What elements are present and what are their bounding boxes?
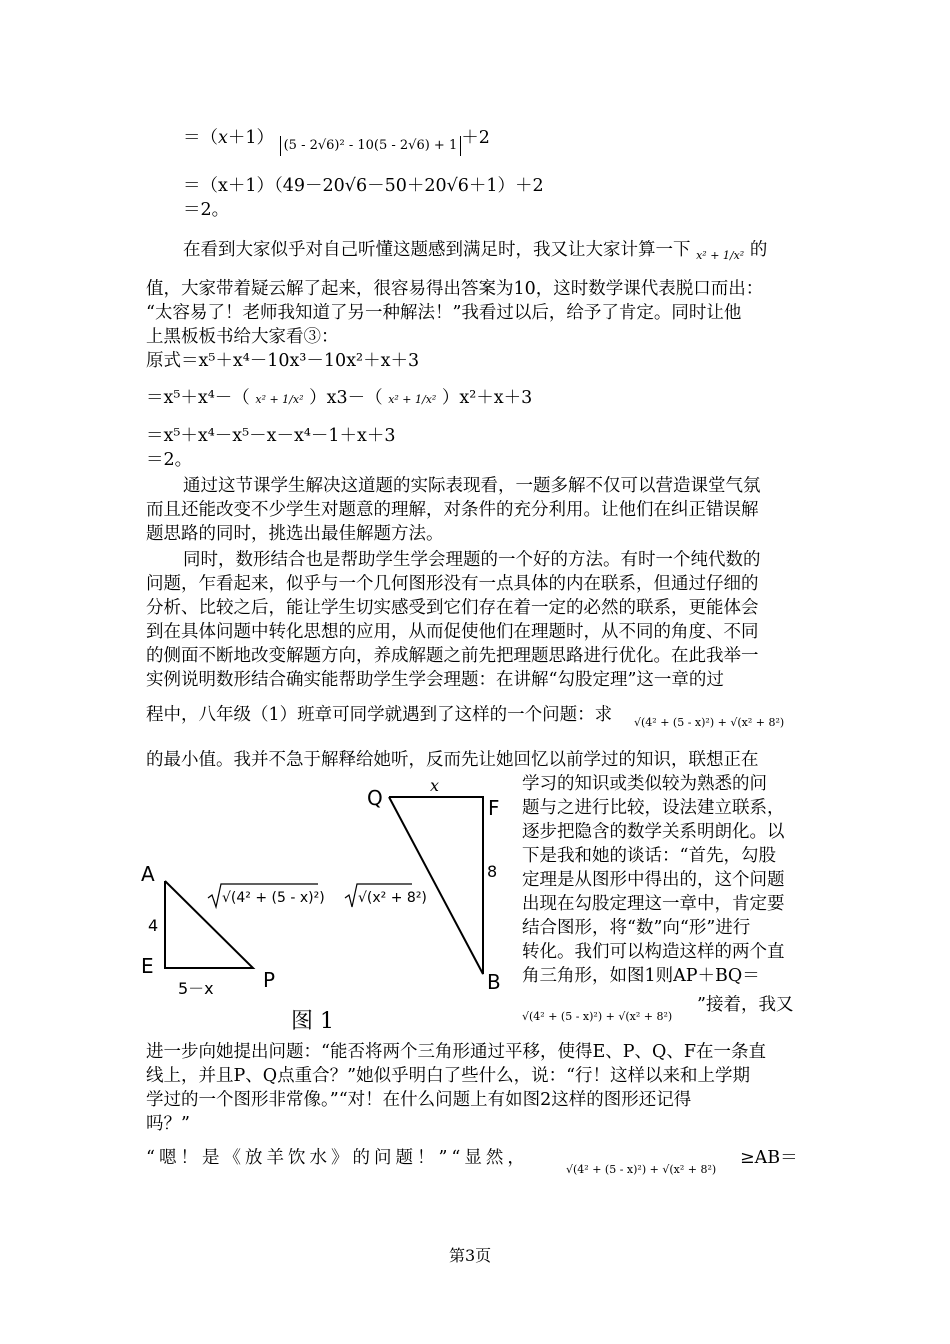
paragraph-3-line-4: 到在具体问题中转化思想的应用，从而促使他们在理题时，从不同的角度、不同 xyxy=(146,622,759,642)
expr-inner-2: x² + 1/x² xyxy=(388,393,437,406)
bracket-expression: (5 - 2√6)² - 10(5 - 2√6) + 1 xyxy=(280,136,462,156)
side-line-1: 学习的知识或类似较为熟悉的问 xyxy=(522,774,767,794)
paragraph-3-line-6: 实例说明数形结合确实能帮助学生学会理题：在讲解“勾股定理”这一章的过 xyxy=(146,670,724,690)
side-line-2: 题与之进行比较，设法建立联系， xyxy=(522,798,785,818)
paragraph-3-line-3: 分析、比较之后，能让学生切实感受到它们存在着一定的必然的联系，更能体会 xyxy=(146,598,759,618)
paragraph-2-line-3: 题思路的同时，挑选出最佳解题方法。 xyxy=(146,524,444,544)
side-line-7: 结合图形，将“数”向“形”进行 xyxy=(522,918,751,938)
paragraph-4-line-4: 吗？” xyxy=(146,1114,190,1134)
paragraph-1-line-4: 上黑板板书给大家看③： xyxy=(146,327,339,347)
expr-sum-2: √(4² + (5 - x)²) + √(x² + 8²) xyxy=(522,1010,673,1023)
equation-line-2: ＝（x＋1）（49－20√6－50＋20√6＋1）＋2 xyxy=(183,176,544,196)
figure-caption: 图 1 xyxy=(291,1009,334,1034)
step-3: ＝x⁵＋x⁴－x⁵－x－x⁴－1＋x＋3 xyxy=(146,426,396,446)
paragraph-4-line-5-end: ≥AB＝ xyxy=(740,1148,798,1168)
paragraph-4-line-5: “嗯！是《放羊饮水》的问题！”“显然， xyxy=(146,1148,529,1168)
paragraph-2-line-2: 而且还能改变不少学生对题意的理解，对条件的充分利用。让他们在纠正错误解 xyxy=(146,500,759,520)
label-side-5x: 5－x xyxy=(178,979,214,998)
side-line-4: 下是我和她的谈话：“首先，勾股 xyxy=(522,846,776,866)
paragraph-1-line-3: “太容易了！老师我知道了另一种解法！”我看过以后，给予了肯定。同时让他 xyxy=(146,303,742,323)
paragraph-4-line-1: 进一步向她提出问题：“能否将两个三角形通过平移，使得E、P、Q、F在一条直 xyxy=(146,1042,766,1062)
equation-line-3: ＝2。 xyxy=(183,200,230,220)
expr-sum-1: √(4² + (5 - x)²) + √(x² + 8²) xyxy=(634,716,785,729)
side-line-8: 转化。我们可以构造这样的两个直 xyxy=(522,942,785,962)
equation-line-1: ＝（x＋1） (5 - 2√6)² - 10(5 - 2√6) + 1 ＋2 xyxy=(183,126,490,156)
label-expr-left: √(4² + (5 - x)²) xyxy=(222,890,325,906)
label-expr-right: √(x² + 8²) xyxy=(358,890,427,906)
expr-sum-3: √(4² + (5 - x)²) + √(x² + 8²) xyxy=(566,1163,717,1176)
label-side-8: 8 xyxy=(487,862,498,881)
side-line-3: 逐步把隐含的数学关系明朗化。以 xyxy=(522,822,785,842)
paragraph-3-line-1: 同时，数形结合也是帮助学生学会理题的一个好的方法。有时一个纯代数的 xyxy=(183,550,761,570)
label-a: A xyxy=(141,862,155,886)
step-1: 原式＝x⁵＋x⁴－10x³－10x²＋x＋3 xyxy=(146,351,420,371)
label-side-4: 4 xyxy=(148,916,159,935)
label-f: F xyxy=(488,796,500,820)
paragraph-3-line-2: 问题，乍看起来，似乎与一个几何图形没有一点具体的内在联系，但通过仔细的 xyxy=(146,574,759,594)
side-line-10: ”接着，我又 xyxy=(697,995,794,1015)
label-p: P xyxy=(263,968,276,992)
page-number: 第3页 xyxy=(449,1246,492,1265)
paragraph-1-line-1: 在看到大家似乎对自己听懂这题感到满足时，我又让大家计算一下 x² + 1/x² 的 xyxy=(183,238,767,268)
label-side-x: x xyxy=(430,776,440,795)
paragraph-4-line-2: 线上，并且P、Q点重合？”她似乎明白了些什么，说：“行！这样以来和上学期 xyxy=(146,1066,751,1086)
label-q: Q xyxy=(367,786,383,810)
paragraph-3-line-5: 的侧面不断地改变解题方向，养成解题之前先把理题思路进行优化。在此我举一 xyxy=(146,646,759,666)
step-2: ＝x⁵＋x⁴－（ x² + 1/x² ）x3－（ x² + 1/x² ）x²＋x＋3 xyxy=(146,388,533,408)
expr-inner-1: x² + 1/x² xyxy=(255,393,304,406)
paragraph-3-line-7: 程中，八年级（1）班章可同学就遇到了这样的一个问题：求 xyxy=(146,705,613,725)
side-line-5: 定理是从图形中得出的，这个问题 xyxy=(522,870,785,890)
step-4: ＝2。 xyxy=(146,450,193,470)
paragraph-3-line-8: 的最小值。我并不急于解释给她听，反而先让她回忆以前学过的知识，联想正在 xyxy=(146,750,759,770)
expr-x2-plus-inv: x² + 1/x² xyxy=(696,249,745,262)
label-e: E xyxy=(141,954,154,978)
paragraph-4-line-3: 学过的一个图形非常像。”“对！在什么问题上有如图2这样的图形还记得 xyxy=(146,1090,692,1110)
side-line-6: 出现在勾股定理这一章中，肯定要 xyxy=(522,894,785,914)
label-b: B xyxy=(487,970,501,994)
side-line-9: 角三角形，如图1则AP＋BQ＝ xyxy=(522,966,760,986)
paragraph-1-line-2: 值，大家带着疑云解了起来，很容易得出答案为10，这时数学课代表脱口而出： xyxy=(146,279,764,299)
paragraph-2-line-1: 通过这节课学生解决这道题的实际表现看，一题多解不仅可以营造课堂气氛 xyxy=(183,476,761,496)
